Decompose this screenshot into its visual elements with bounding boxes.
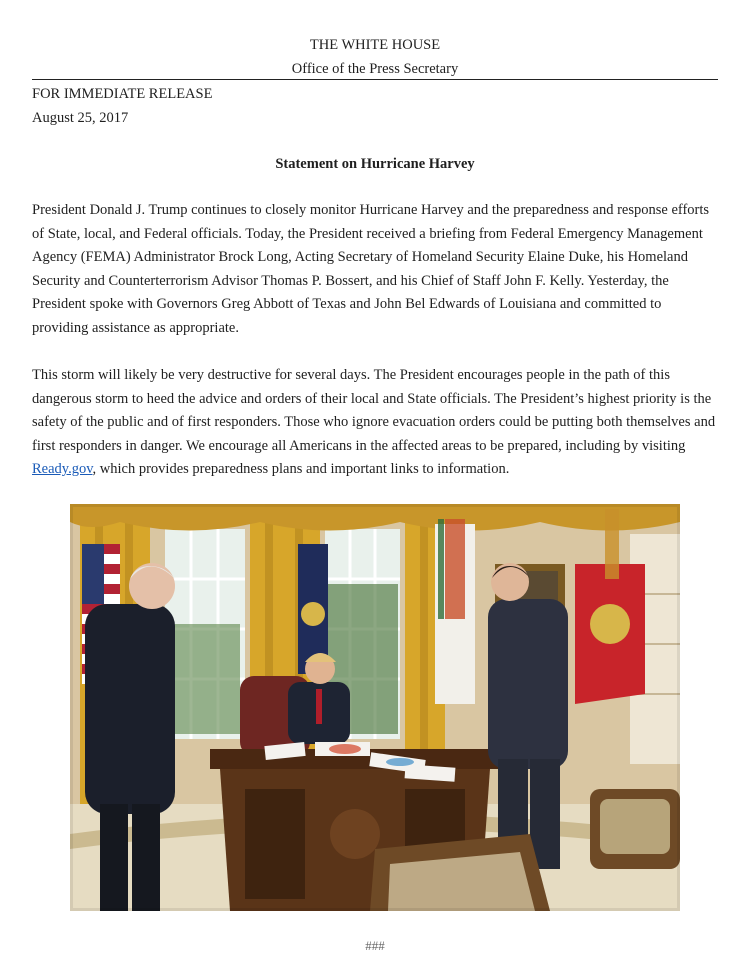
standing-person-right-suit <box>488 599 568 769</box>
desk-seal-carving <box>330 809 380 859</box>
office-name: Office of the Press Secretary <box>291 61 459 77</box>
army-flag <box>435 519 475 704</box>
paragraph-2-text-before: This storm will likely be very destructive for several days. The President encourages people in the path of this dangerous storm to heed the advice and orders of their local and State officials. The President’s highest priority is the safety of the public and of first responders. Those who ignore evacuation orders could be putting both themselves and first responders in danger. We encourage all Americans in the affected areas to be prepared, including by visiting <box>32 367 716 454</box>
oval-office-photo <box>70 504 680 911</box>
release-info <box>32 82 212 130</box>
valance <box>70 504 680 531</box>
standing-person-left-leg-2 <box>132 804 160 911</box>
paragraph-2-text-after: , which provides preparedness plans and important links to information. <box>92 461 510 477</box>
presidential-seal <box>301 602 325 626</box>
ready-gov-link[interactable]: Ready.gov <box>32 461 93 477</box>
side-chair-right <box>590 789 680 869</box>
release-label: FOR IMMEDIATE RELEASE <box>32 86 213 102</box>
standing-person-left-leg-1 <box>100 804 128 911</box>
org-name: THE WHITE HOUSE <box>309 37 441 53</box>
standing-person-right-head <box>491 563 529 601</box>
statement-paragraph-2 <box>32 364 720 482</box>
statement-title: Statement on Hurricane Harvey <box>275 156 475 172</box>
press-header <box>32 33 718 81</box>
standing-person-left-suit <box>85 604 175 814</box>
release-date: August 25, 2017 <box>32 110 129 126</box>
header-divider <box>32 79 718 80</box>
standing-person-left-head <box>129 563 175 609</box>
seated-person-tie <box>316 689 322 724</box>
end-mark: ### <box>365 938 385 953</box>
statement-paragraph-1: President Donald J. Trump continues to closely monitor Hurricane Harvey and the preparedness and response efforts of State, local, and Federal officials. Today, the President received a briefing from Federal Emergency Management Agency (FEMA) Administrator Brock Long, Acting Secretary of Homeland Security Elaine Duke, his Homeland Security and Counterterrorism Advisor Thomas P. Bossert, and his Chief of Staff John F. Kelly. Yesterday, the President spoke with Governors Greg Abbott of Texas and John Bel Edwards of Louisiana and committed to providing assistance as appropriate. <box>32 202 710 336</box>
photo-illustration <box>70 504 680 911</box>
left-window-foliage <box>170 624 240 734</box>
